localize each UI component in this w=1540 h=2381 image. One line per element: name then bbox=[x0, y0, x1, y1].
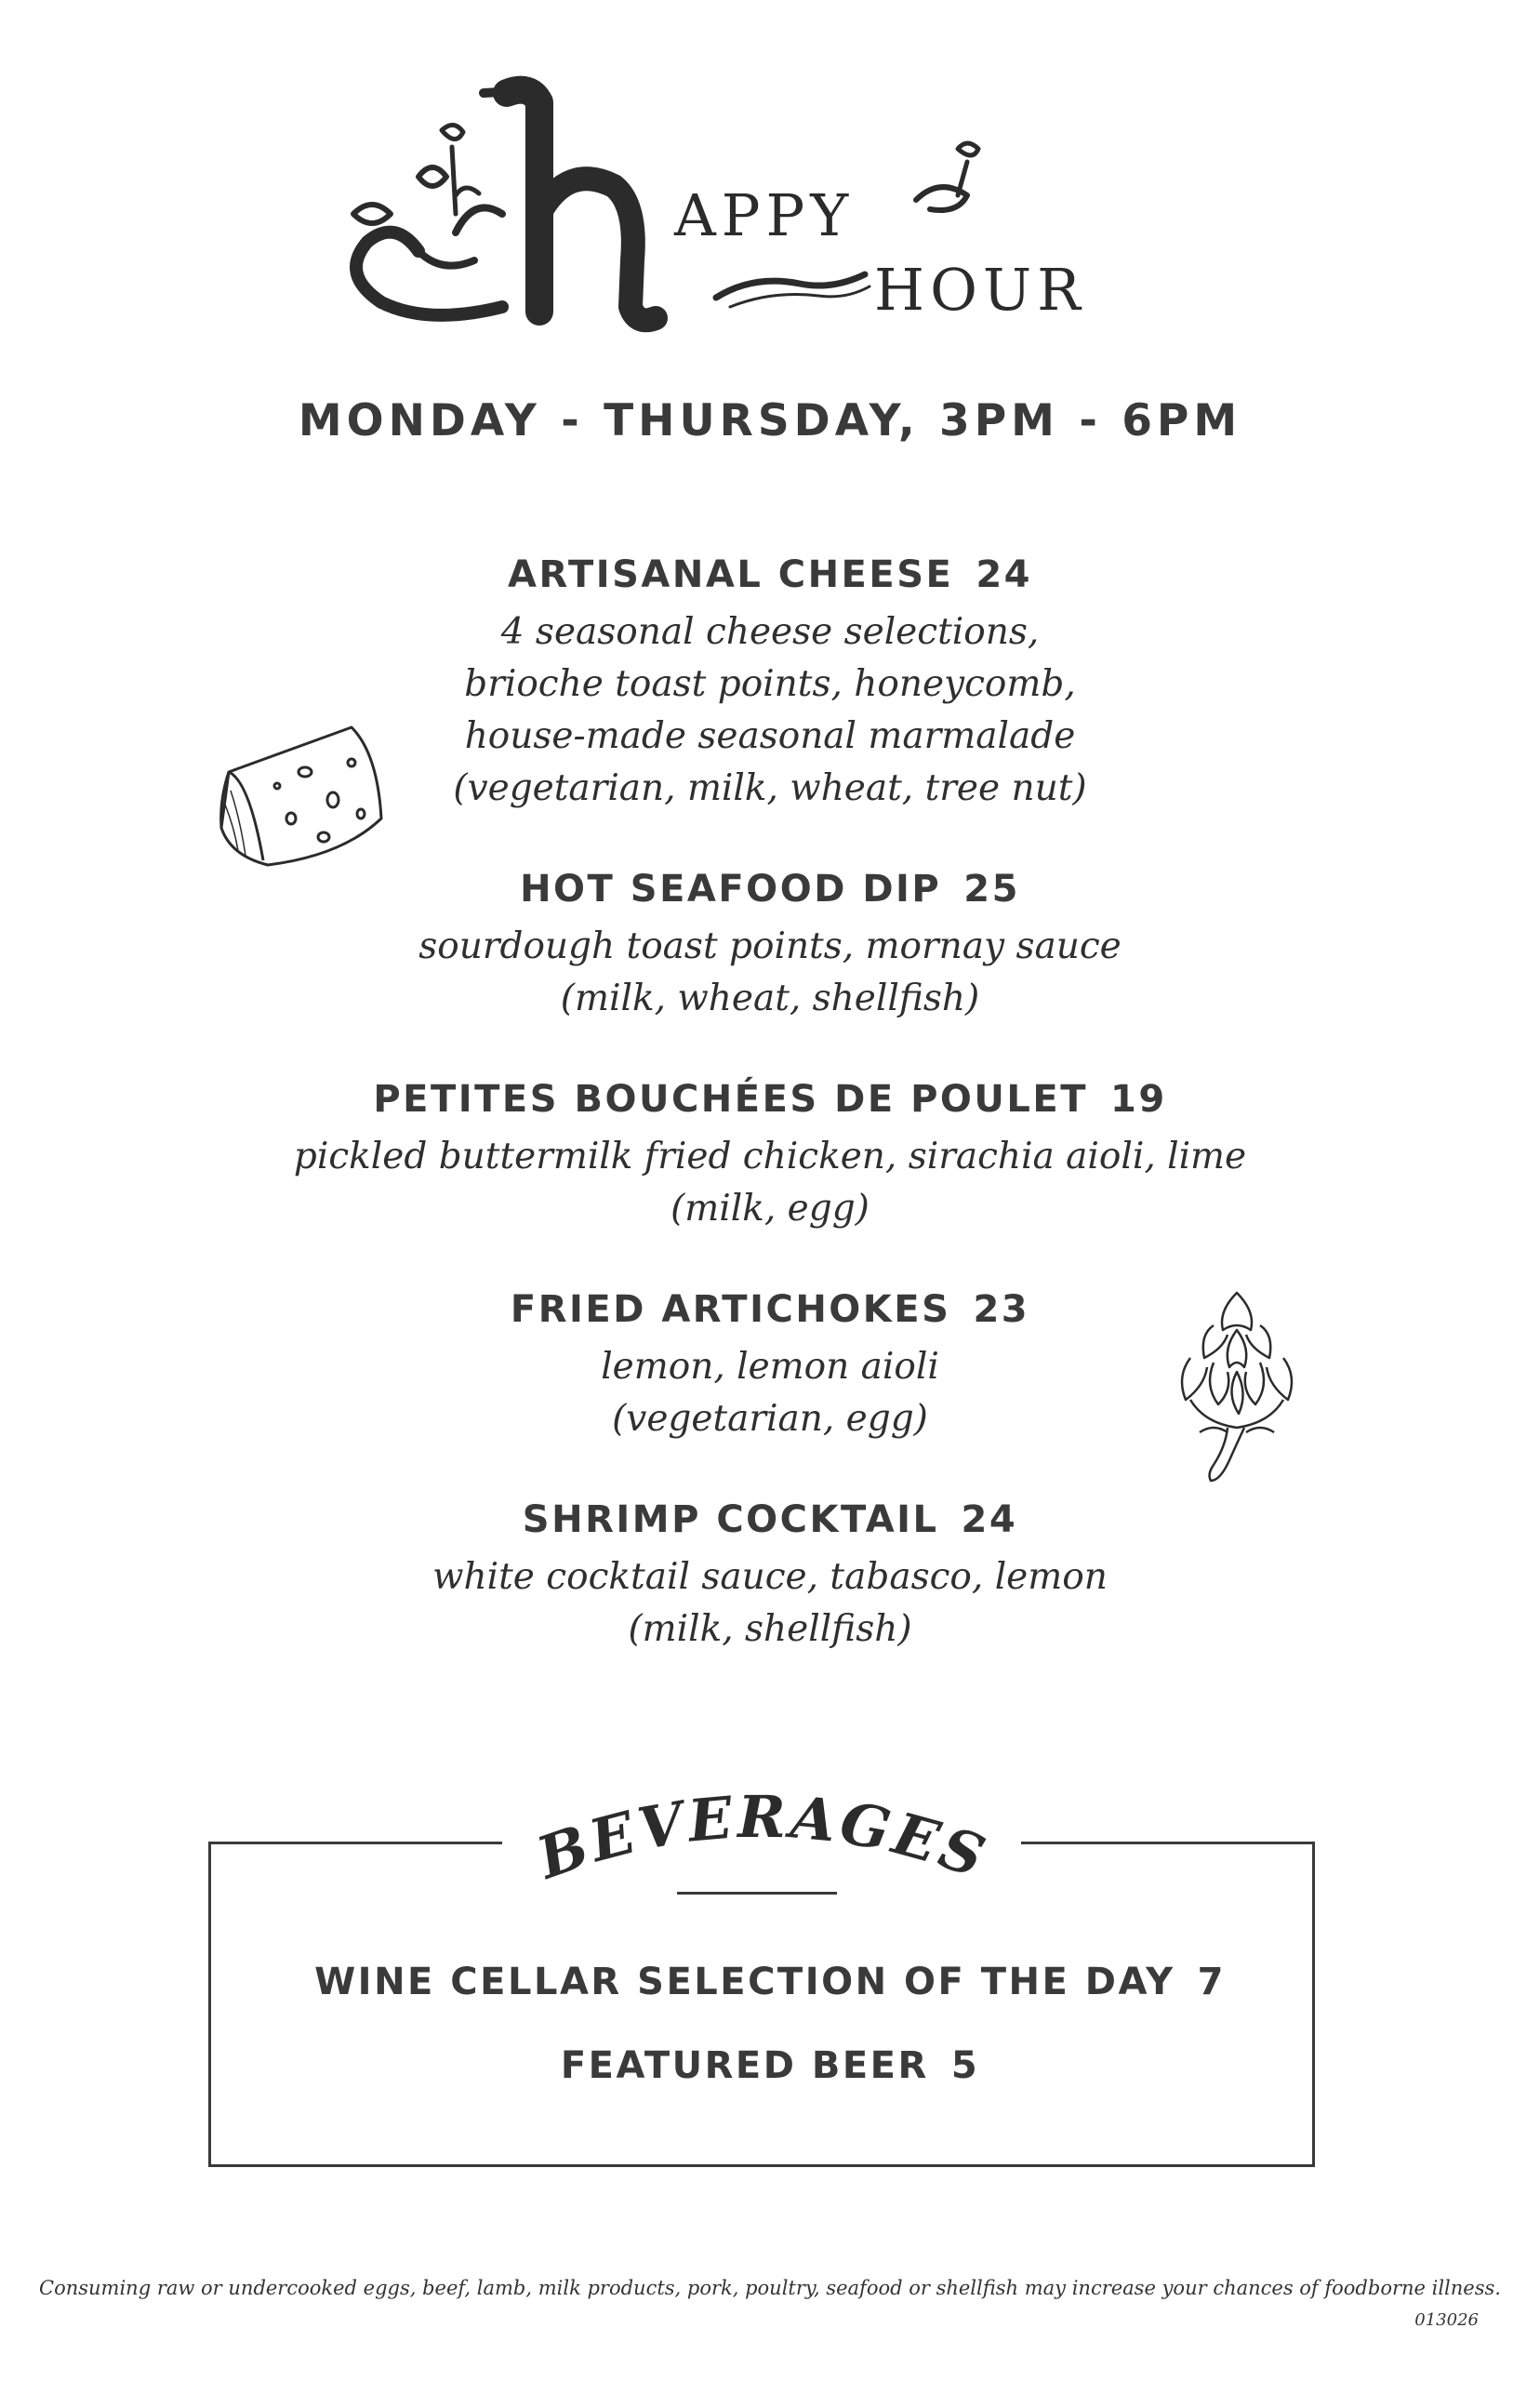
description-line: white cocktail sauce, tabasco, lemon bbox=[432, 1556, 1108, 1598]
beverage-item bbox=[0, 1961, 1540, 2003]
beverage-item bbox=[0, 2044, 1540, 2087]
description-line: house-made seasonal marmalade bbox=[464, 715, 1076, 757]
menu-item-description bbox=[0, 1131, 1540, 1235]
menu-item-title bbox=[0, 1073, 1540, 1125]
menu-item bbox=[0, 1073, 1540, 1235]
menu-item-name: PETITES BOUCHÉES DE POULET bbox=[373, 1078, 1089, 1121]
beverages-box-top-left-line bbox=[208, 1842, 502, 1844]
description-line: pickled buttermilk fried chicken, sirachia aioli, lime bbox=[293, 1136, 1247, 1177]
description-line: sourdough toast points, mornay sauce bbox=[418, 925, 1122, 967]
menu-item-price: 24 bbox=[976, 553, 1033, 596]
logo-word-bottom: HOUR bbox=[874, 256, 1086, 324]
beverages-title bbox=[521, 1772, 1004, 1893]
beverages-title-text: BEVERAGES bbox=[528, 1782, 997, 1893]
menu-item-name: FRIED ARTICHOKES bbox=[510, 1288, 951, 1331]
menu-item-title bbox=[0, 1494, 1540, 1546]
description-line: (vegetarian, egg) bbox=[612, 1398, 928, 1440]
food-safety-disclaimer: Consuming raw or undercooked eggs, beef, lamb, milk products, pork, poultry, seafood or shellfish may increase your chances of foodborne illness. bbox=[39, 2277, 1501, 2299]
menu-item-name: SHRIMP COCKTAIL bbox=[522, 1498, 939, 1541]
artichoke-icon bbox=[1162, 1284, 1311, 1488]
menu-item-description bbox=[0, 921, 1540, 1025]
menu-code: 013026 bbox=[1414, 2310, 1479, 2330]
menu-item-price: 25 bbox=[963, 868, 1020, 911]
beverage-item-name: WINE CELLAR SELECTION OF THE DAY bbox=[314, 1961, 1175, 2003]
menu-item-description bbox=[0, 1551, 1540, 1656]
menu-item-title bbox=[0, 549, 1540, 601]
beverages-title-underline bbox=[677, 1892, 837, 1895]
description-line: lemon, lemon aioli bbox=[601, 1346, 939, 1388]
description-line: brioche toast points, honeycomb, bbox=[464, 663, 1076, 705]
beverage-item-price: 7 bbox=[1197, 1961, 1226, 2003]
menu-item-name: ARTISANAL CHEESE bbox=[507, 553, 954, 596]
logo-word-top: APPY bbox=[674, 181, 855, 249]
description-line: (milk, wheat, shellfish) bbox=[560, 978, 980, 1019]
menu-item-price: 24 bbox=[961, 1498, 1018, 1541]
cheese-icon bbox=[212, 716, 389, 874]
menu-item-name: HOT SEAFOOD DIP bbox=[520, 868, 942, 911]
happy-hour-logo bbox=[316, 74, 1135, 353]
beverage-item-name: FEATURED BEER bbox=[560, 2044, 929, 2087]
description-line: 4 seasonal cheese selections, bbox=[500, 611, 1040, 653]
description-line: (milk, shellfish) bbox=[628, 1608, 912, 1650]
description-line: (vegetarian, milk, wheat, tree nut) bbox=[453, 767, 1087, 809]
beverages-box-top-right-line bbox=[1021, 1842, 1315, 1844]
menu-item-price: 19 bbox=[1110, 1078, 1167, 1121]
description-line: (milk, egg) bbox=[670, 1188, 870, 1230]
menu-item-price: 23 bbox=[973, 1288, 1030, 1331]
menu-item bbox=[0, 1494, 1540, 1656]
happy-hour-times: MONDAY - THURSDAY, 3PM - 6PM bbox=[298, 395, 1242, 446]
svg-text:BEVERAGES bbox=[527, 1783, 997, 1893]
beverage-item-price: 5 bbox=[950, 2044, 980, 2087]
menu-item bbox=[0, 863, 1540, 1025]
